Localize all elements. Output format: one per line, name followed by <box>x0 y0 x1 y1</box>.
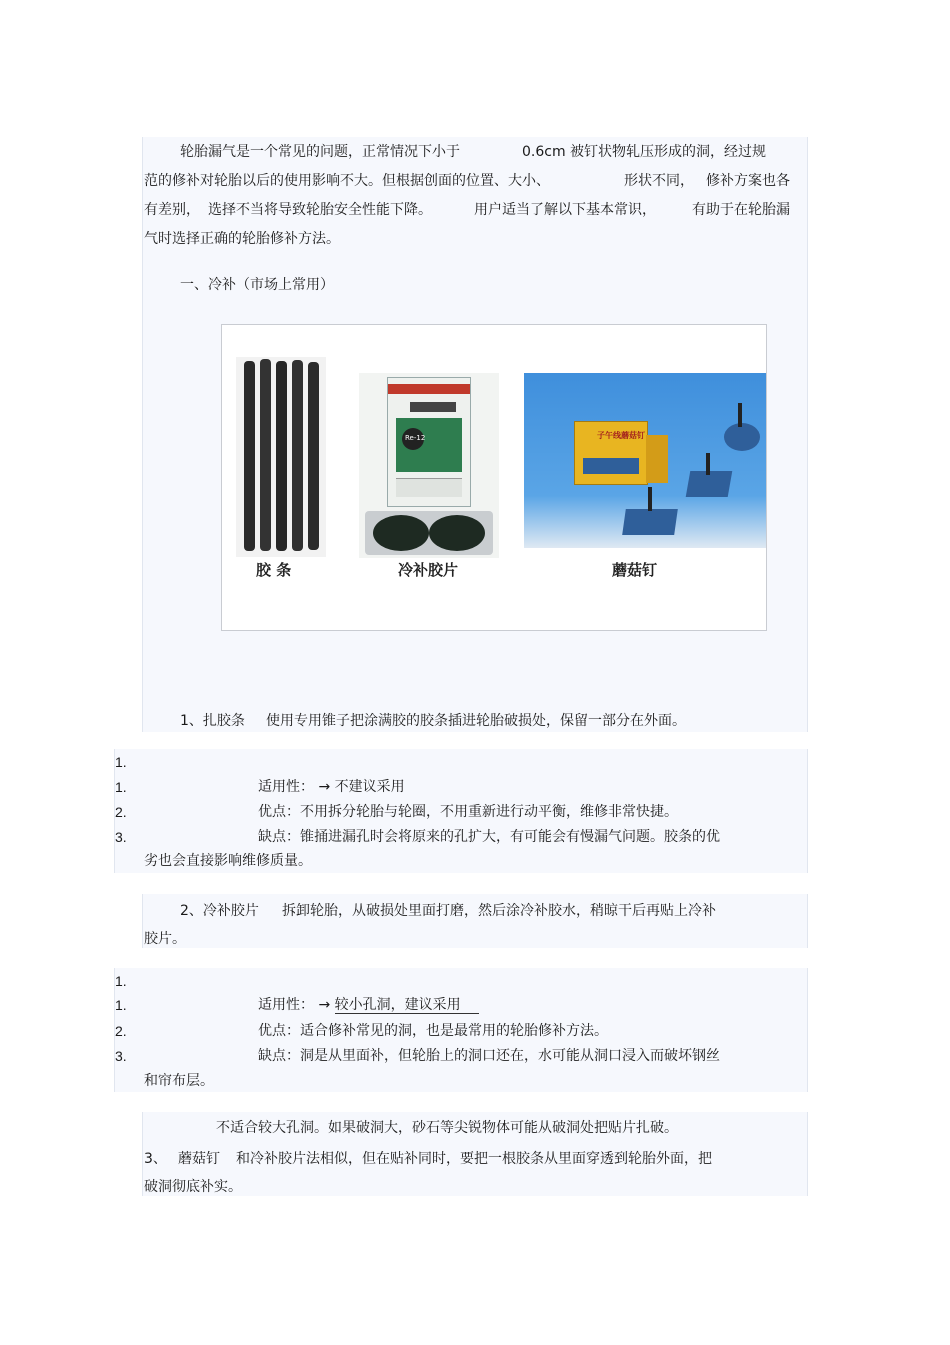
item3-heading: 蘑菇钉 <box>178 1151 220 1167</box>
item2-cons: 缺点：洞是从里面补，但轮胎上的洞口还在，水可能从洞口浸入而破坏钢丝 <box>258 1048 720 1064</box>
item2-heading: 2、冷补胶片 <box>180 903 259 919</box>
intro-line-4: 气时选择正确的轮胎修补方法。 <box>144 231 340 247</box>
intro-line-2a: 范的修补对轮胎以后的使用影响不大。但根据创面的位置、大小、 <box>144 173 550 189</box>
item2-desc-cont: 胶片。 <box>144 931 186 947</box>
intro-line-1b: 0.6cm 被钉状物轧压形成的洞，经过规 <box>522 144 767 160</box>
item1-applicability: 适用性： → 不建议采用 <box>258 779 405 795</box>
box-label-1: Re-12 <box>405 434 426 442</box>
cold-patch-image <box>359 373 499 558</box>
item3-desc: 和冷补胶片法相似，但在贴补同时，要把一根胶条从里面穿透到轮胎外面，把 <box>236 1151 712 1167</box>
caption-strip: 胶 条 <box>256 561 292 579</box>
intro-line-3b: 选择不当将导致轮胎安全性能下降。 <box>208 202 432 218</box>
caption-mushroom-plug: 蘑菇钉 <box>612 561 658 579</box>
rubber-strips-image <box>236 357 326 557</box>
intro-line-3d: 有助于在轮胎漏 <box>692 202 790 218</box>
item1-num-1: 1. <box>115 779 127 795</box>
caption-cold-patch: 冷补胶片 <box>398 561 459 579</box>
mushroom-plug-image <box>524 373 766 548</box>
item2-desc: 拆卸轮胎，从破损处里面打磨，然后涂冷补胶水，稍晾干后再贴上冷补 <box>282 903 716 919</box>
item2-num-0: 1. <box>115 973 127 989</box>
item2-applicability-value: 较小孔洞，建议采用 <box>335 997 479 1014</box>
item1-num-0: 1. <box>115 754 127 770</box>
intro-line-2c: 修补方案也各 <box>706 173 790 189</box>
section-title-cold-patch: 一、冷补（市场上常用） <box>180 277 334 293</box>
item2-pros: 优点：适合修补常见的洞，也是最常用的轮胎修补方法。 <box>258 1023 608 1039</box>
item1-heading: 1、扎胶条 <box>180 713 245 729</box>
intro-line-3a: 有差别， <box>144 202 200 218</box>
intro-line-2b: 形状不同， <box>624 173 694 189</box>
item1-cons-cont: 劣也会直接影响维修质量。 <box>144 853 312 869</box>
item2-num-3: 3. <box>115 1048 127 1064</box>
item1-cons: 缺点：锥捅进漏孔时会将原来的孔扩大，有可能会有慢漏气问题。胶条的优 <box>258 829 720 845</box>
item2-num-2: 2. <box>115 1023 127 1039</box>
item2-applicability-label: 适用性： → <box>258 997 335 1013</box>
item1-pros: 优点：不用拆分轮胎与轮圈，不用重新进行动平衡，维修非常快捷。 <box>258 804 678 820</box>
item2-num-1: 1. <box>115 997 127 1013</box>
box-label-2: 子午线蘑菇钉 <box>597 431 645 440</box>
item3-num: 3、 <box>144 1151 167 1167</box>
item1-num-2: 2. <box>115 804 127 820</box>
item3-desc-cont: 破洞彻底补实。 <box>144 1179 242 1195</box>
intro-line-1a: 轮胎漏气是一个常见的问题，正常情况下小于 <box>180 144 460 160</box>
repair-products-figure <box>221 324 767 631</box>
item1-desc: 使用专用锥子把涂满胶的胶条插进轮胎破损处，保留一部分在外面。 <box>266 713 686 729</box>
item2-cons-cont: 和帘布层。 <box>144 1073 214 1089</box>
item1-num-3: 3. <box>115 829 127 845</box>
item3-pre: 不适合较大孔洞。如果破洞大，砂石等尖锐物体可能从破洞处把贴片扎破。 <box>216 1120 678 1136</box>
item2-applicability <box>258 995 479 1015</box>
intro-line-3c: 用户适当了解以下基本常识， <box>474 202 656 218</box>
